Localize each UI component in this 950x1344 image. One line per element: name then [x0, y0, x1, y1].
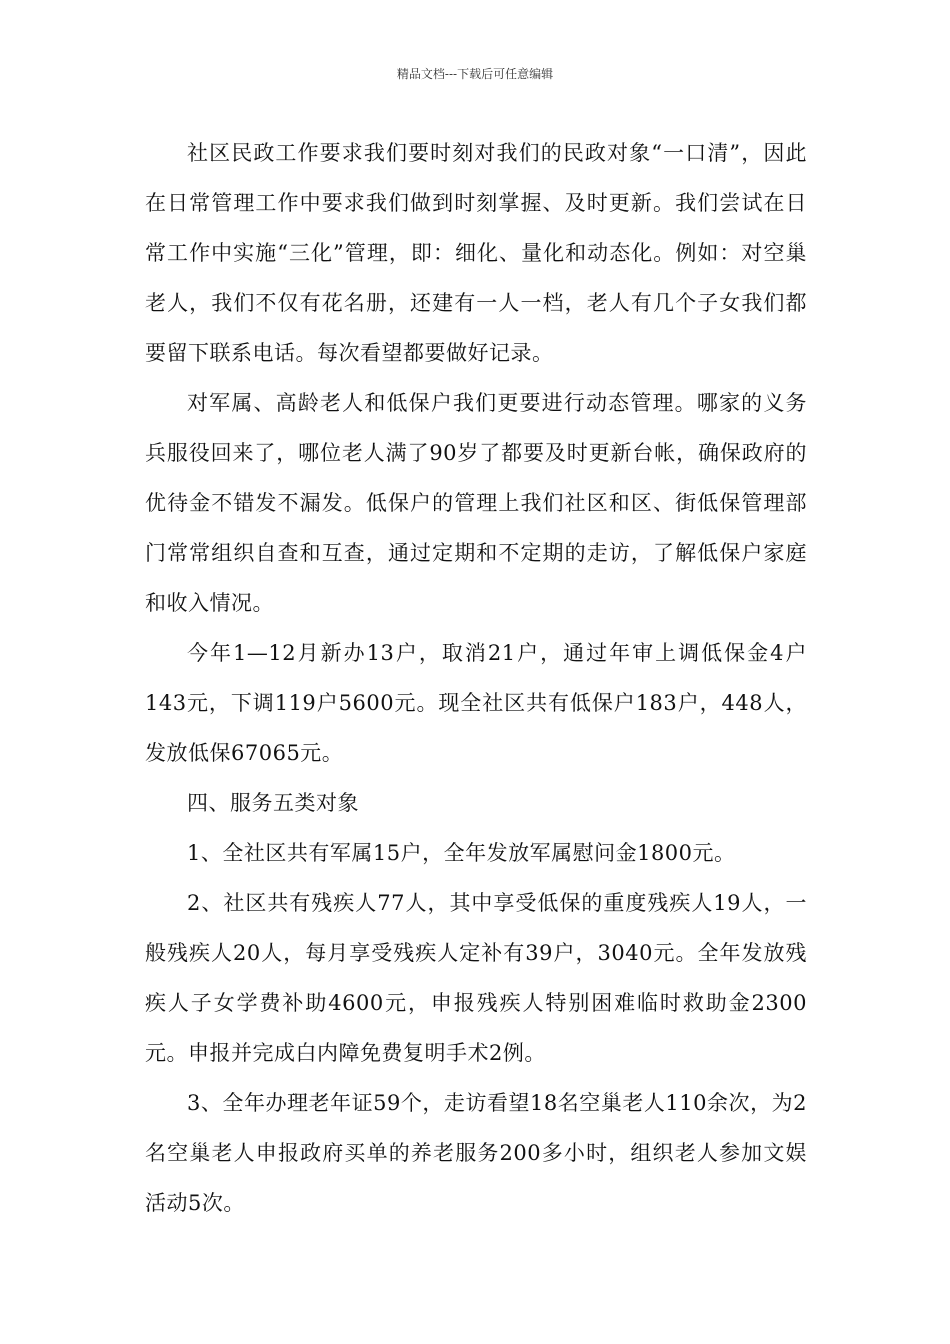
- list-item-military: 1、全社区共有军属15户，全年发放军属慰问金1800元。: [187, 841, 736, 865]
- paragraph-dynamic-management: 对军属、高龄老人和低保户我们更要进行动态管理。哪家的义务兵服役回来了，哪位老人满了90岁了都要及时更新台帐，确保政府的优待金不错发不漏发。低保户的管理上我们社区和区、街低保管理部门常常组织自查和互查，通过定期和不定期的走访，了解低保户家庭和收入情况。: [145, 391, 807, 615]
- paragraph-statistics: 今年1—12月新办13户，取消21户，通过年审上调低保金4户143元，下调119户5600元。现全社区共有低保户183户，448人，发放低保67065元。: [145, 641, 807, 765]
- paragraph-intro: 社区民政工作要求我们要时刻对我们的民政对象“一口清”，因此在日常管理工作中要求我们做到时刻掌握、及时更新。我们尝试在日常工作中实施“三化”管理，即：细化、量化和动态化。例如：对空巢老人，我们不仅有花名册，还建有一人一档，老人有几个子女我们都要留下联系电话。每次看望都要做好记录。: [145, 141, 807, 365]
- section-heading: 四、服务五类对象: [187, 791, 359, 815]
- page-header: 精品文档---下载后可任意编辑: [396, 67, 554, 81]
- list-item-disabled: 2、社区共有残疾人77人，其中享受低保的重度残疾人19人，一般残疾人20人，每月享受残疾人定补有39户，3040元。全年发放残疾人子女学费补助4600元，申报残疾人特别困难临时救助金2300元。申报并完成白内障免费复明手术2例。: [145, 891, 807, 1065]
- list-item-elderly: 3、全年办理老年证59个，走访看望18名空巢老人110余次，为2名空巢老人申报政府买单的养老服务200多小时，组织老人参加文娱活动5次。: [145, 1091, 807, 1215]
- document-body: [145, 128, 807, 1228]
